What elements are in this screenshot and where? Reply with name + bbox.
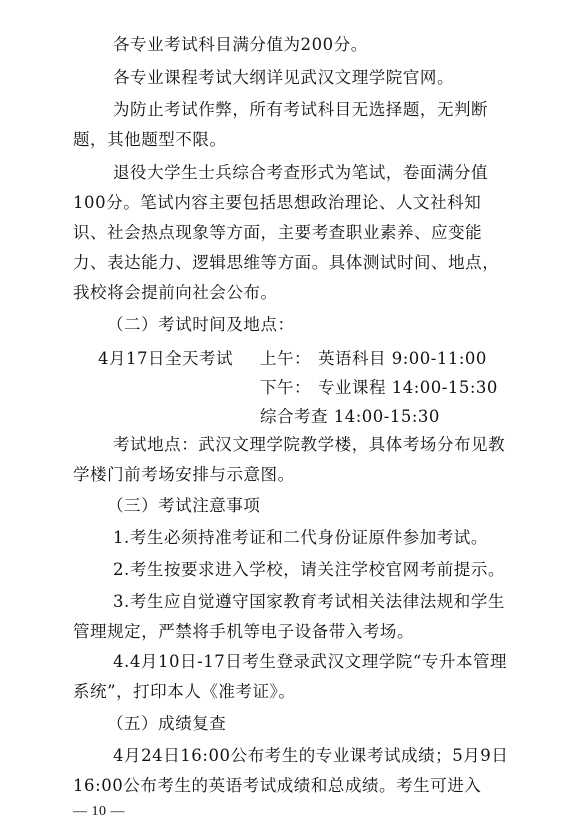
morning-label: 上午： — [260, 349, 311, 368]
paragraph-veteran-line3: 识、社会热点现象等方面，主要考查职业素养、应变能 — [73, 223, 483, 242]
notice-item-4-line2: 系统”，打印本人《准考证》。 — [73, 682, 296, 701]
notice-item-3-line2: 管理规定，严禁将手机等电子设备带入考场。 — [73, 622, 414, 641]
paragraph-veteran-line1: 退役大学生士兵综合考查形式为笔试，卷面满分值 — [113, 163, 489, 182]
paragraph-anti-cheat-line2: 题，其他题型不限。 — [73, 130, 227, 149]
section3-heading: （三）考试注意事项 — [107, 496, 261, 515]
paragraph-veteran-line2: 100分。笔试内容主要包括思想政治理论、人文社科知 — [73, 193, 482, 212]
paragraph-veteran-line4: 力、表达能力、逻辑思维等方面。具体测试时间、地点， — [73, 253, 500, 272]
location-line1: 考试地点：武汉文理学院教学楼，具体考场分布见教 — [113, 435, 506, 454]
afternoon-label: 下午： — [260, 378, 311, 397]
notice-item-1: 1.考生必须持准考证和二代身份证原件参加考试。 — [113, 528, 488, 547]
paragraph-anti-cheat-line1: 为防止考试作弊，所有考试科目无选择题，无判断 — [113, 100, 489, 119]
exam-day: 4月17日全天考试 — [98, 349, 233, 368]
location-line2: 学楼门前考场安排与示意图。 — [73, 465, 295, 484]
notice-item-4-line1: 4.4月10日-17日考生登录武汉文理学院“专升本管理 — [113, 652, 508, 671]
results-line2: 16:00公布考生的英语考试成绩和总成绩。考生可进入 — [73, 776, 482, 795]
notice-item-2: 2.考生按要求进入学校，请关注学校官网考前提示。 — [113, 560, 505, 579]
morning-subject: 英语科目 9:00-11:00 — [318, 349, 487, 368]
results-line1: 4月24日16:00公布考生的专业课考试成绩；5月9日 — [113, 746, 509, 765]
section2-heading: （二）考试时间及地点： — [107, 315, 295, 334]
paragraph-veteran-line5: 我校将会提前向社会公布。 — [73, 283, 278, 302]
paragraph-syllabus: 各专业课程考试大纲详见武汉文理学院官网。 — [113, 68, 454, 87]
afternoon-subject: 专业课程 14:00-15:30 — [318, 378, 498, 397]
page-number: — 10 — — [73, 804, 125, 819]
combined-assessment: 综合考查 14:00-15:30 — [260, 407, 440, 426]
section5-heading: （五）成绩复查 — [107, 714, 227, 733]
paragraph-full-score: 各专业考试科目满分值为200分。 — [113, 35, 368, 54]
notice-item-3-line1: 3.考生应自觉遵守国家教育考试相关法律法规和学生 — [113, 592, 505, 611]
